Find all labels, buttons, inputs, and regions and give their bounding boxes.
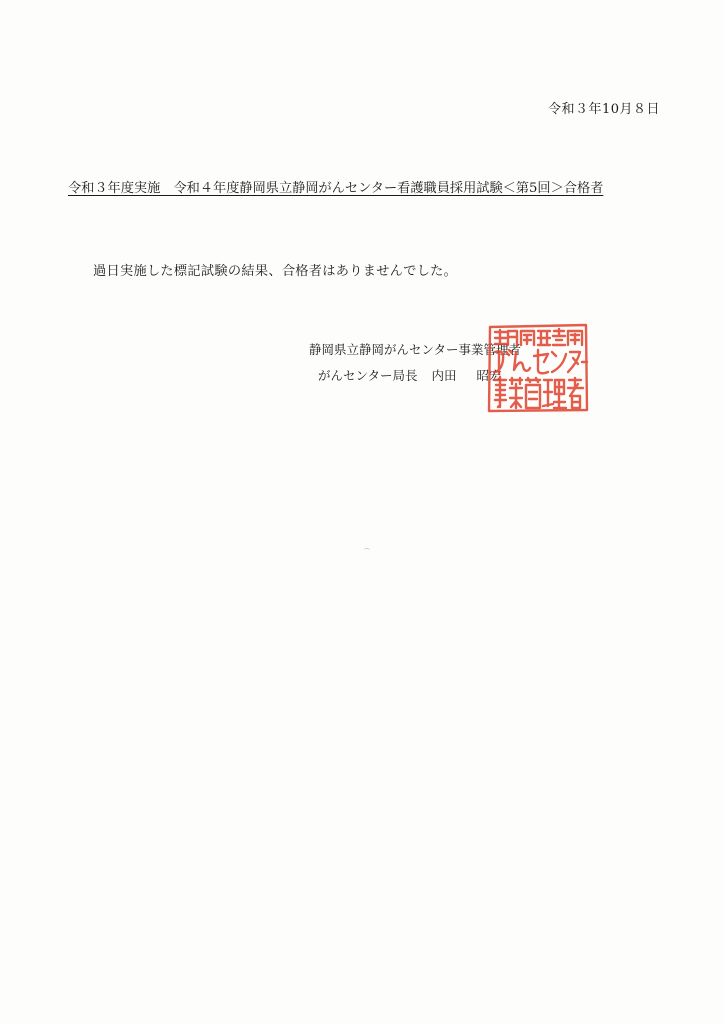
signature-organization: 静岡県立静岡がんセンター事業管理者: [309, 342, 522, 357]
signature-name-line: [318, 366, 502, 384]
scan-artifact: [364, 548, 370, 552]
official-seal-stamp: [486, 322, 590, 414]
signature-position: がんセンター局長: [318, 368, 418, 383]
document-title: 令和３年度実施 令和４年度静岡県立静岡がんセンター看護職員採用試験＜第5回＞合格者: [68, 181, 604, 196]
signature-given-name: 昭宏: [476, 368, 502, 383]
document-body: 過日実施した標記試験の結果、合格者はありませんでした。: [93, 264, 458, 279]
signature-surname: 内田: [431, 368, 457, 383]
document-date: 令和３年10月８日: [547, 102, 660, 117]
